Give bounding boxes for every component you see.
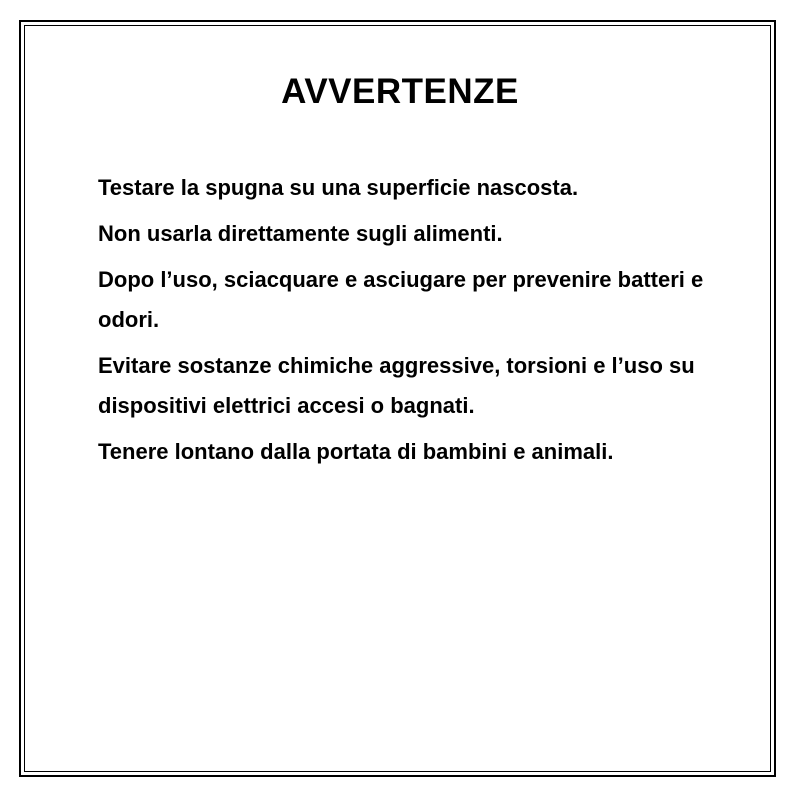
warning-item-rinse-dry: Dopo l’uso, sciacquare e asciugare per prevenire batteri e odori. — [98, 267, 704, 332]
warning-item-keep-away-children: Tenere lontano dalla portata di bambini e animali. — [98, 439, 614, 464]
warning-item-no-food: Non usarla direttamente sugli alimenti. — [98, 221, 503, 246]
warning-item-test-surface: Testare la spugna su una superficie nascosta. — [98, 175, 579, 200]
warnings-list — [98, 168, 718, 478]
page-title: AVVERTENZE — [281, 72, 519, 111]
warning-item-avoid-chemicals: Evitare sostanze chimiche aggressive, torsioni e l’uso su dispositivi elettrici accesi o bagnati. — [98, 353, 695, 418]
